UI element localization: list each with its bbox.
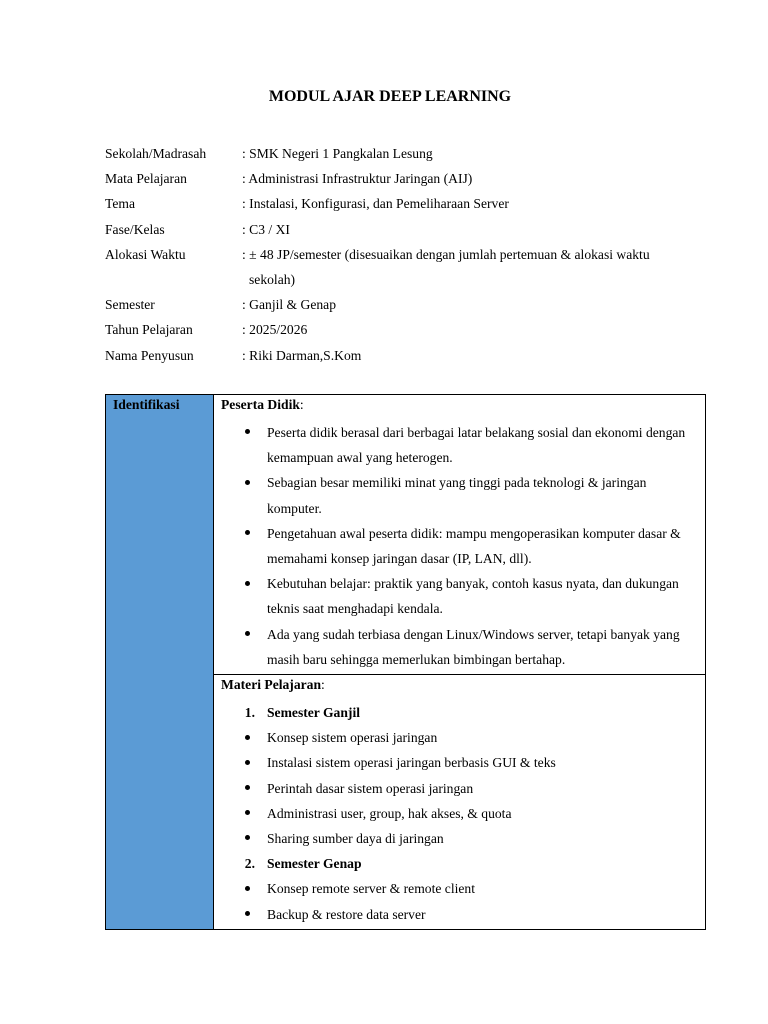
meta-value-continuation: sekolah)	[249, 272, 296, 288]
meta-label: Sekolah/Madrasah	[105, 146, 207, 161]
list-item	[221, 750, 705, 775]
list-item	[221, 826, 705, 851]
meta-row-author	[105, 343, 705, 368]
table-row-peserta	[106, 395, 706, 675]
side-header-label: Identifikasi	[113, 397, 180, 412]
identification-table	[105, 394, 706, 930]
identity-block	[105, 141, 705, 368]
meta-label: Tema	[105, 196, 135, 212]
peserta-heading: Peserta Didik	[221, 397, 300, 412]
semester-genap-title: Semester Genap	[267, 856, 362, 872]
meta-value: : 2025/2026	[242, 322, 308, 338]
document-title: MODUL AJAR DEEP LEARNING	[268, 88, 512, 105]
meta-label: Fase/Kelas	[105, 221, 165, 237]
list-item	[221, 571, 705, 621]
bullet-icon	[221, 826, 267, 851]
meta-value: : Administrasi Infrastruktur Jaringan (AIJ)	[242, 171, 473, 187]
meta-row-subject	[105, 166, 705, 191]
list-item-text: Pengetahuan awal peserta didik: mampu mengoperasikan komputer dasar & memahami konsep jaringan dasar (IP, LAN, dll).	[267, 525, 681, 567]
numbered-item	[221, 700, 705, 725]
bullet-icon	[221, 420, 267, 470]
meta-value: : SMK Negeri 1 Pangkalan Lesung	[242, 146, 433, 161]
list-item	[221, 801, 705, 826]
meta-value	[242, 242, 705, 292]
bullet-icon	[221, 622, 267, 672]
list-item-text: Perintah dasar sistem operasi jaringan	[267, 780, 474, 796]
item-number: 1.	[244, 705, 255, 721]
bullet-icon	[221, 801, 267, 826]
list-item-text: Konsep sistem operasi jaringan	[267, 730, 438, 746]
bullet-icon	[221, 725, 267, 750]
list-item	[221, 420, 705, 470]
meta-row-semester	[105, 292, 705, 317]
list-item	[221, 521, 705, 571]
bullet-icon	[221, 470, 267, 520]
meta-row-time	[105, 242, 705, 292]
materi-cell	[214, 675, 706, 930]
meta-label: Semester	[105, 297, 155, 313]
bullet-icon	[221, 521, 267, 571]
side-header-cell	[106, 395, 214, 930]
semester-ganjil-title: Semester Ganjil	[267, 705, 360, 721]
bullet-icon	[221, 776, 267, 801]
meta-row-year	[105, 317, 705, 342]
heading-colon: :	[321, 677, 325, 693]
meta-value: : Instalasi, Konfigurasi, dan Pemeliharaan Server	[242, 196, 509, 212]
meta-label: Tahun Pelajaran	[105, 322, 193, 338]
item-number: 2.	[244, 856, 255, 872]
meta-value: : Ganjil & Genap	[242, 297, 337, 313]
section-heading	[221, 395, 705, 420]
meta-row-school	[105, 141, 705, 166]
meta-label: Mata Pelajaran	[105, 171, 187, 187]
list-item	[221, 776, 705, 801]
list-item	[221, 725, 705, 750]
list-item-text: Sharing sumber daya di jaringan	[267, 831, 444, 847]
peserta-cell	[214, 395, 706, 675]
list-item-text: Kebutuhan belajar: praktik yang banyak, contoh kasus nyata, dan dukungan teknis saat menghadapi kendala.	[267, 576, 679, 617]
bullet-icon	[221, 876, 267, 901]
list-item-text: Konsep remote server & remote client	[267, 881, 475, 897]
meta-label: Alokasi Waktu	[105, 246, 186, 262]
bullet-icon	[221, 902, 267, 927]
meta-value-line: : ± 48 JP/semester (disesuaikan dengan jumlah pertemuan & alokasi waktu	[242, 246, 650, 262]
bullet-icon	[221, 750, 267, 775]
meta-row-phase	[105, 217, 705, 242]
list-item-text: Administrasi user, group, hak akses, & quota	[267, 805, 512, 821]
list-item	[221, 876, 705, 901]
list-item-text: Ada yang sudah terbiasa dengan Linux/Windows server, tetapi banyak yang masih baru sehingga memerlukan bimbingan bertahap.	[267, 626, 680, 667]
heading-colon: :	[299, 397, 304, 412]
list-item	[221, 902, 705, 927]
list-item	[221, 470, 705, 520]
numbered-item	[221, 851, 705, 876]
list-item	[221, 622, 705, 672]
section-heading	[221, 675, 705, 700]
list-item-text: Instalasi sistem operasi jaringan berbasis GUI & teks	[267, 755, 556, 771]
meta-label: Nama Penyusun	[105, 347, 194, 363]
meta-value: : Riki Darman,S.Kom	[242, 347, 362, 363]
list-item-text: Backup & restore data server	[267, 906, 426, 922]
list-item-text: Peserta didik berasal dari berbagai latar belakang sosial dan ekonomi dengan kemampuan awal yang heterogen.	[267, 425, 686, 466]
meta-row-theme	[105, 191, 705, 216]
bullet-icon	[221, 571, 267, 621]
meta-value: : C3 / XI	[242, 221, 290, 237]
list-item-text: Sebagian besar memiliki minat yang tinggi pada teknologi & jaringan komputer.	[267, 475, 647, 516]
materi-heading: Materi Pelajaran	[221, 677, 322, 693]
